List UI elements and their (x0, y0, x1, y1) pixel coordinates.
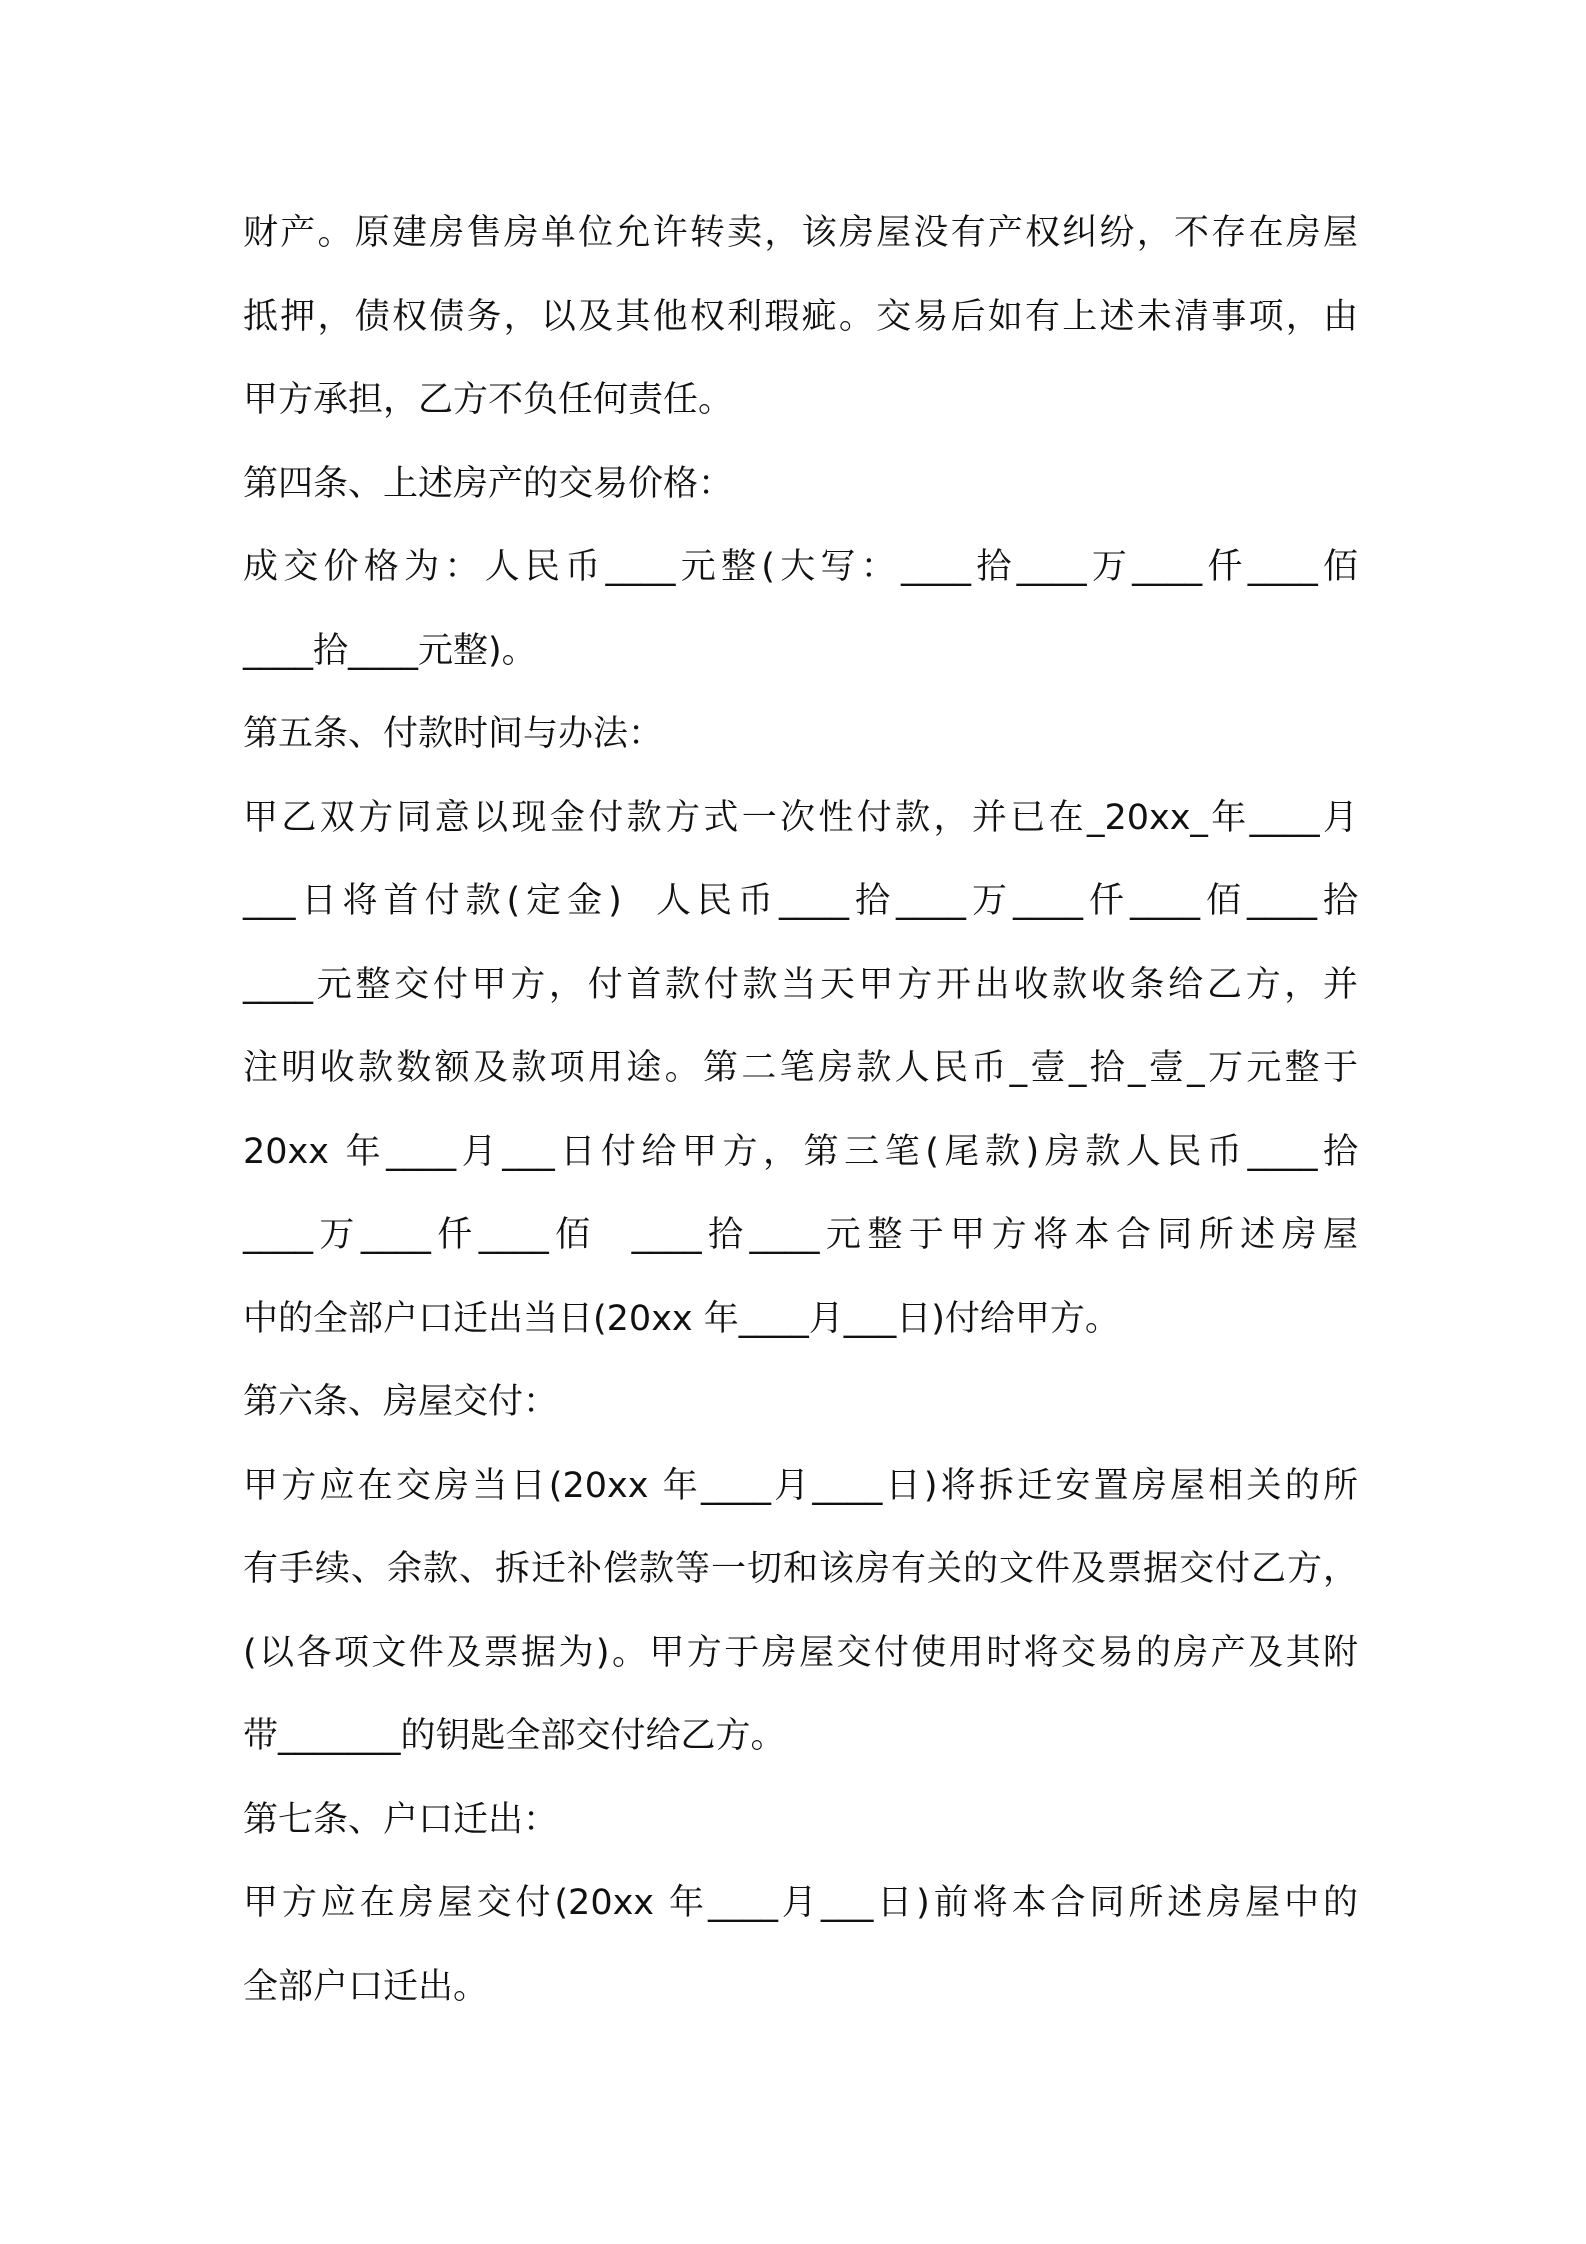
text-line: 第四条、上述房产的交易价格： (243, 463, 734, 504)
text-line: 成交价格为：人民币____元整(大写：____拾____万____仟____佰 (243, 547, 1358, 587)
text-line: 中的全部户口迁出当日(20xx 年____月___日)付给甲方。 (243, 1298, 1120, 1339)
text-line: 第六条、房屋交付： (243, 1382, 559, 1422)
text-line: ____拾____元整)。 (243, 630, 537, 671)
text-line: 20xx 年____月___日付给甲方，第三笔(尾款)房款人民币____拾 (243, 1131, 1358, 1172)
text-line: 注明收款数额及款项用途。第二笔房款人民币_壹_拾_壹_万元整于 (243, 1048, 1358, 1088)
text-line: 带_______的钥匙全部交付给乙方。 (243, 1716, 786, 1756)
text-line: 甲方应在交房当日(20xx 年____月____日)将拆迁安置房屋相关的所 (243, 1465, 1358, 1506)
document-body (243, 192, 1358, 2029)
text-line: 甲乙双方同意以现金付款方式一次性付款，并已在_20xx_年____月 (243, 797, 1358, 838)
text-line: ____元整交付甲方，付首款付款当天甲方开出收款收条给乙方，并 (243, 964, 1358, 1005)
text-line: 第七条、户口迁出： (243, 1799, 559, 1840)
text-line: ___日将首付款(定金) 人民币____拾____万____仟____佰____拾 (243, 881, 1358, 921)
text-line: 第五条、付款时间与办法： (243, 714, 664, 754)
text-line: 甲方应在房屋交付(20xx 年____月___日)前将本合同所述房屋中的 (243, 1883, 1358, 1923)
text-line: 有手续、余款、拆迁补偿款等一切和该房有关的文件及票据交付乙方， (243, 1549, 1358, 1589)
text-line: 甲方承担，乙方不负任何责任。 (243, 380, 734, 420)
text-line: 财产。原建房售房单位允许转卖，该房屋没有产权纠纷，不存在房屋 (243, 213, 1358, 253)
text-line: (以各项文件及票据为)。甲方于房屋交付使用时将交易的房产及其附 (243, 1632, 1358, 1673)
text-line: ____万____仟____佰 ____拾____元整于甲方将本合同所述房屋 (243, 1215, 1358, 1255)
text-line: 全部户口迁出。 (243, 1966, 489, 2007)
text-line: 抵押，债权债务，以及其他权利瑕疵。交易后如有上述未清事项，由 (243, 296, 1358, 337)
